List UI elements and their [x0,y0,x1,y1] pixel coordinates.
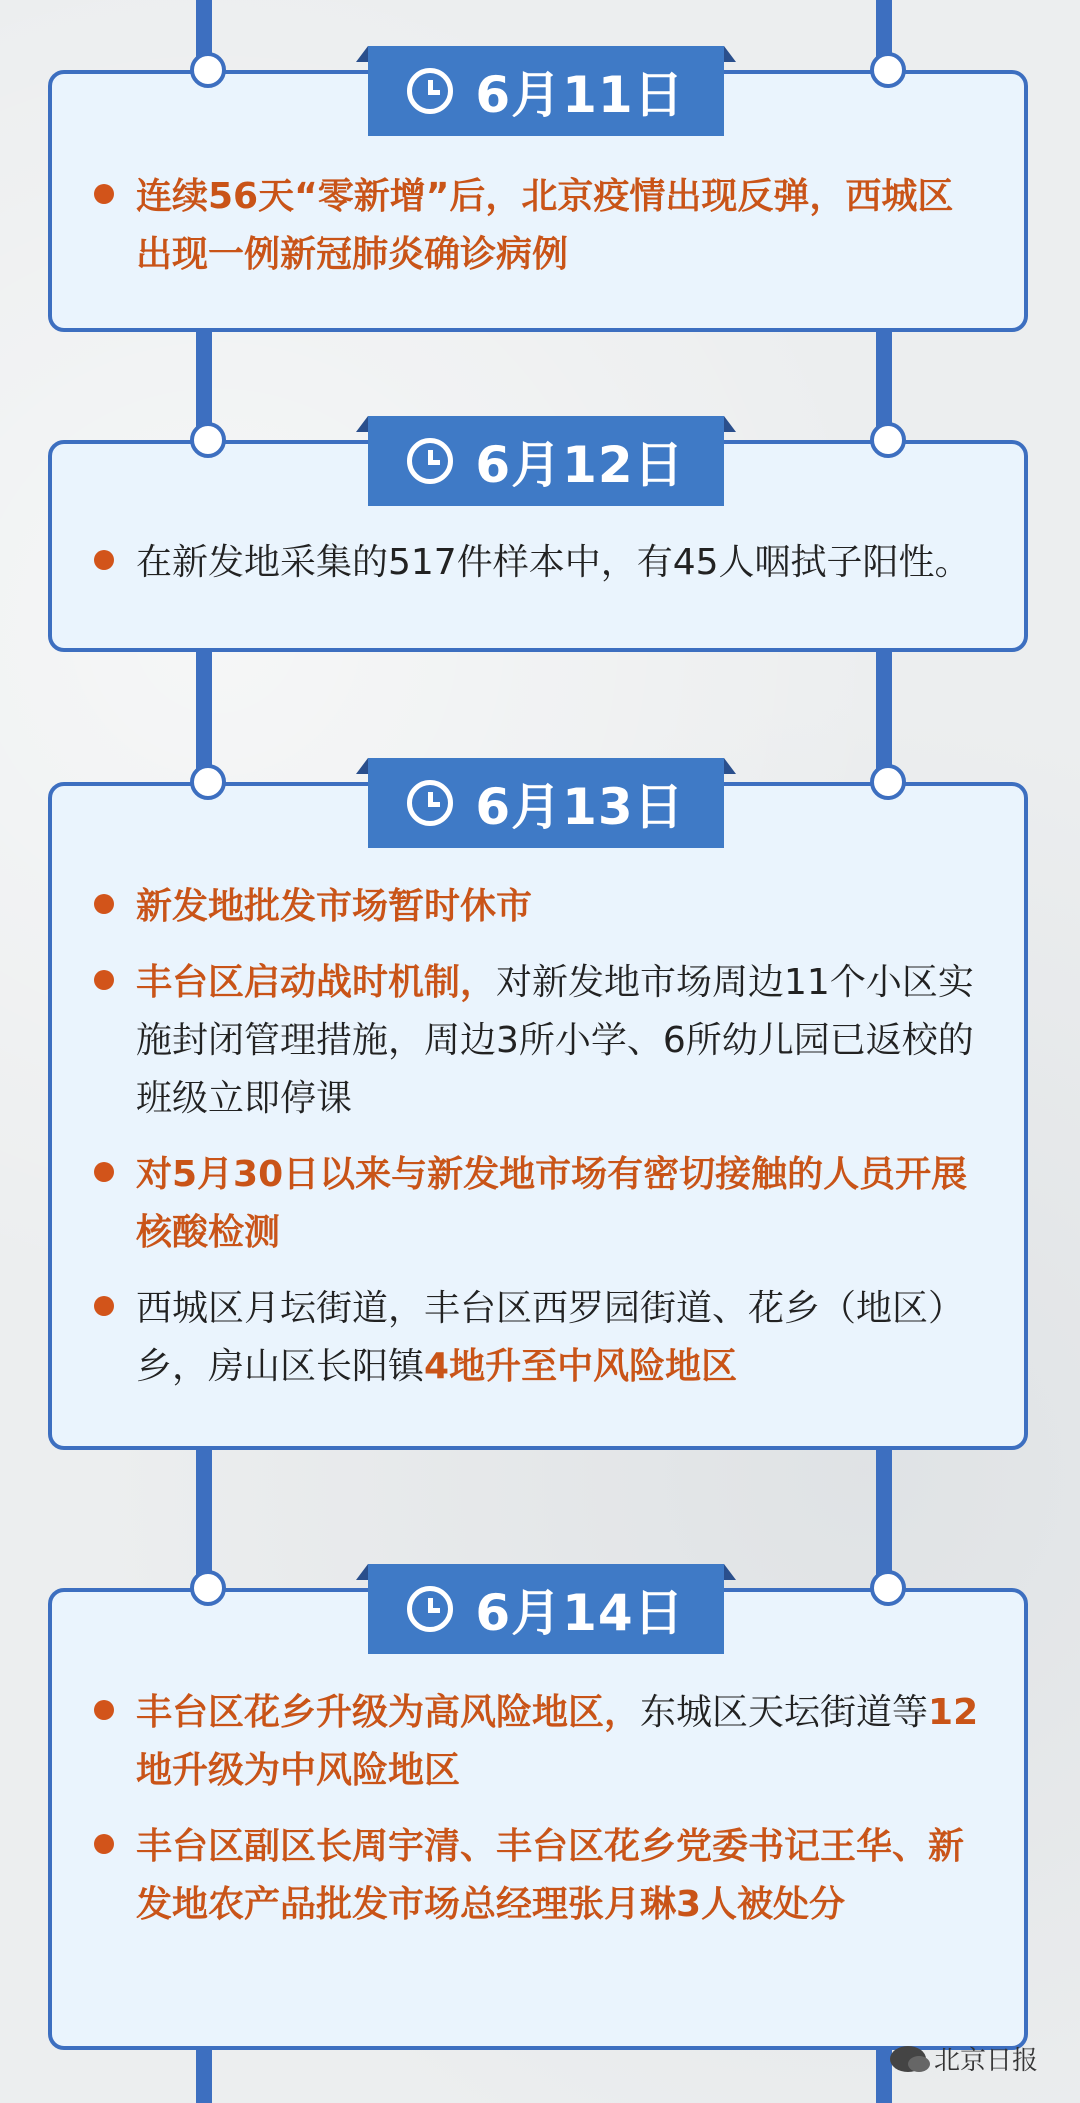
list-item [94,1280,984,1396]
plain-text: 西城区月坛街道，丰台区西罗园街道、花乡（地区）乡，房山区长阳镇 [136,1288,965,1387]
timeline-card [48,778,1028,1450]
timeline-node [870,1570,906,1606]
timeline-node [870,52,906,88]
plain-text: 对新发地市场周边11个小区实施封闭管理措施，周边3所小学、6所幼儿园已返校的班级立即停课 [136,962,974,1119]
timeline-node [190,764,226,800]
clock-icon [407,68,453,114]
clock-icon [407,438,453,484]
watermark [890,2040,1038,2077]
timeline-node [190,422,226,458]
highlight-text: 丰台区副区长周宇清、丰台区花乡党委书记王华、新发地农产品批发市场总经理张月琳3人被处分 [136,1826,965,1925]
bullet-icon [94,1296,114,1316]
list-item [94,1684,984,1800]
date-label: 6月11日 [475,66,685,124]
item-text [136,168,984,284]
timeline-node [870,422,906,458]
date-label: 6月13日 [475,778,685,836]
list-item [94,1146,984,1262]
highlight-text: 4地升至中风险地区 [424,1346,738,1387]
plain-text: 在新发地采集的517件样本中，有45人咽拭子阳性。 [136,542,971,583]
date-tag [368,758,724,848]
timeline-node [190,1570,226,1606]
item-text [136,534,971,592]
item-text [136,1684,984,1800]
list-item [94,878,984,936]
item-text [136,954,984,1128]
date-tag [368,46,724,136]
bullet-icon [94,970,114,990]
list-item [94,954,984,1128]
highlight-text: 对5月30日以来与新发地市场有密切接触的人员开展核酸检测 [136,1154,968,1253]
clock-icon [407,1586,453,1632]
item-text [136,1818,984,1934]
date-label: 6月12日 [475,436,685,494]
item-list [94,534,984,610]
highlight-text: 新发地批发市场暂时休市 [136,886,533,927]
timeline-card [48,1584,1028,2050]
item-text [136,1146,984,1262]
item-list [94,878,984,1414]
date-tag [368,1564,724,1654]
timeline-card [48,66,1028,332]
bullet-icon [94,1162,114,1182]
list-item [94,168,984,284]
timeline-card [48,436,1028,652]
bullet-icon [94,894,114,914]
timeline-node [190,52,226,88]
bullet-icon [94,550,114,570]
watermark-text: 北京日报 [934,2046,1039,2076]
date-tag [368,416,724,506]
list-item [94,1818,984,1934]
date-label: 6月14日 [475,1584,685,1642]
item-text [136,878,532,936]
highlight-text: 丰台区花乡升级为高风险地区， [136,1692,641,1733]
timeline-node [870,764,906,800]
bullet-icon [94,1700,114,1720]
highlight-text: 12地升级为中风险地区 [136,1692,979,1791]
wechat-icon [890,2046,926,2072]
highlight-text: 连续56天“零新增”后，北京疫情出现反弹，西城区出现一例新冠肺炎确诊病例 [136,176,954,275]
bullet-icon [94,184,114,204]
bullet-icon [94,1834,114,1854]
item-list [94,1684,984,1952]
item-text [136,1280,984,1396]
plain-text: 东城区天坛街道等 [640,1692,929,1733]
item-list [94,168,984,302]
list-item [94,534,984,592]
highlight-text: 丰台区启动战时机制， [136,962,497,1003]
clock-icon [407,780,453,826]
